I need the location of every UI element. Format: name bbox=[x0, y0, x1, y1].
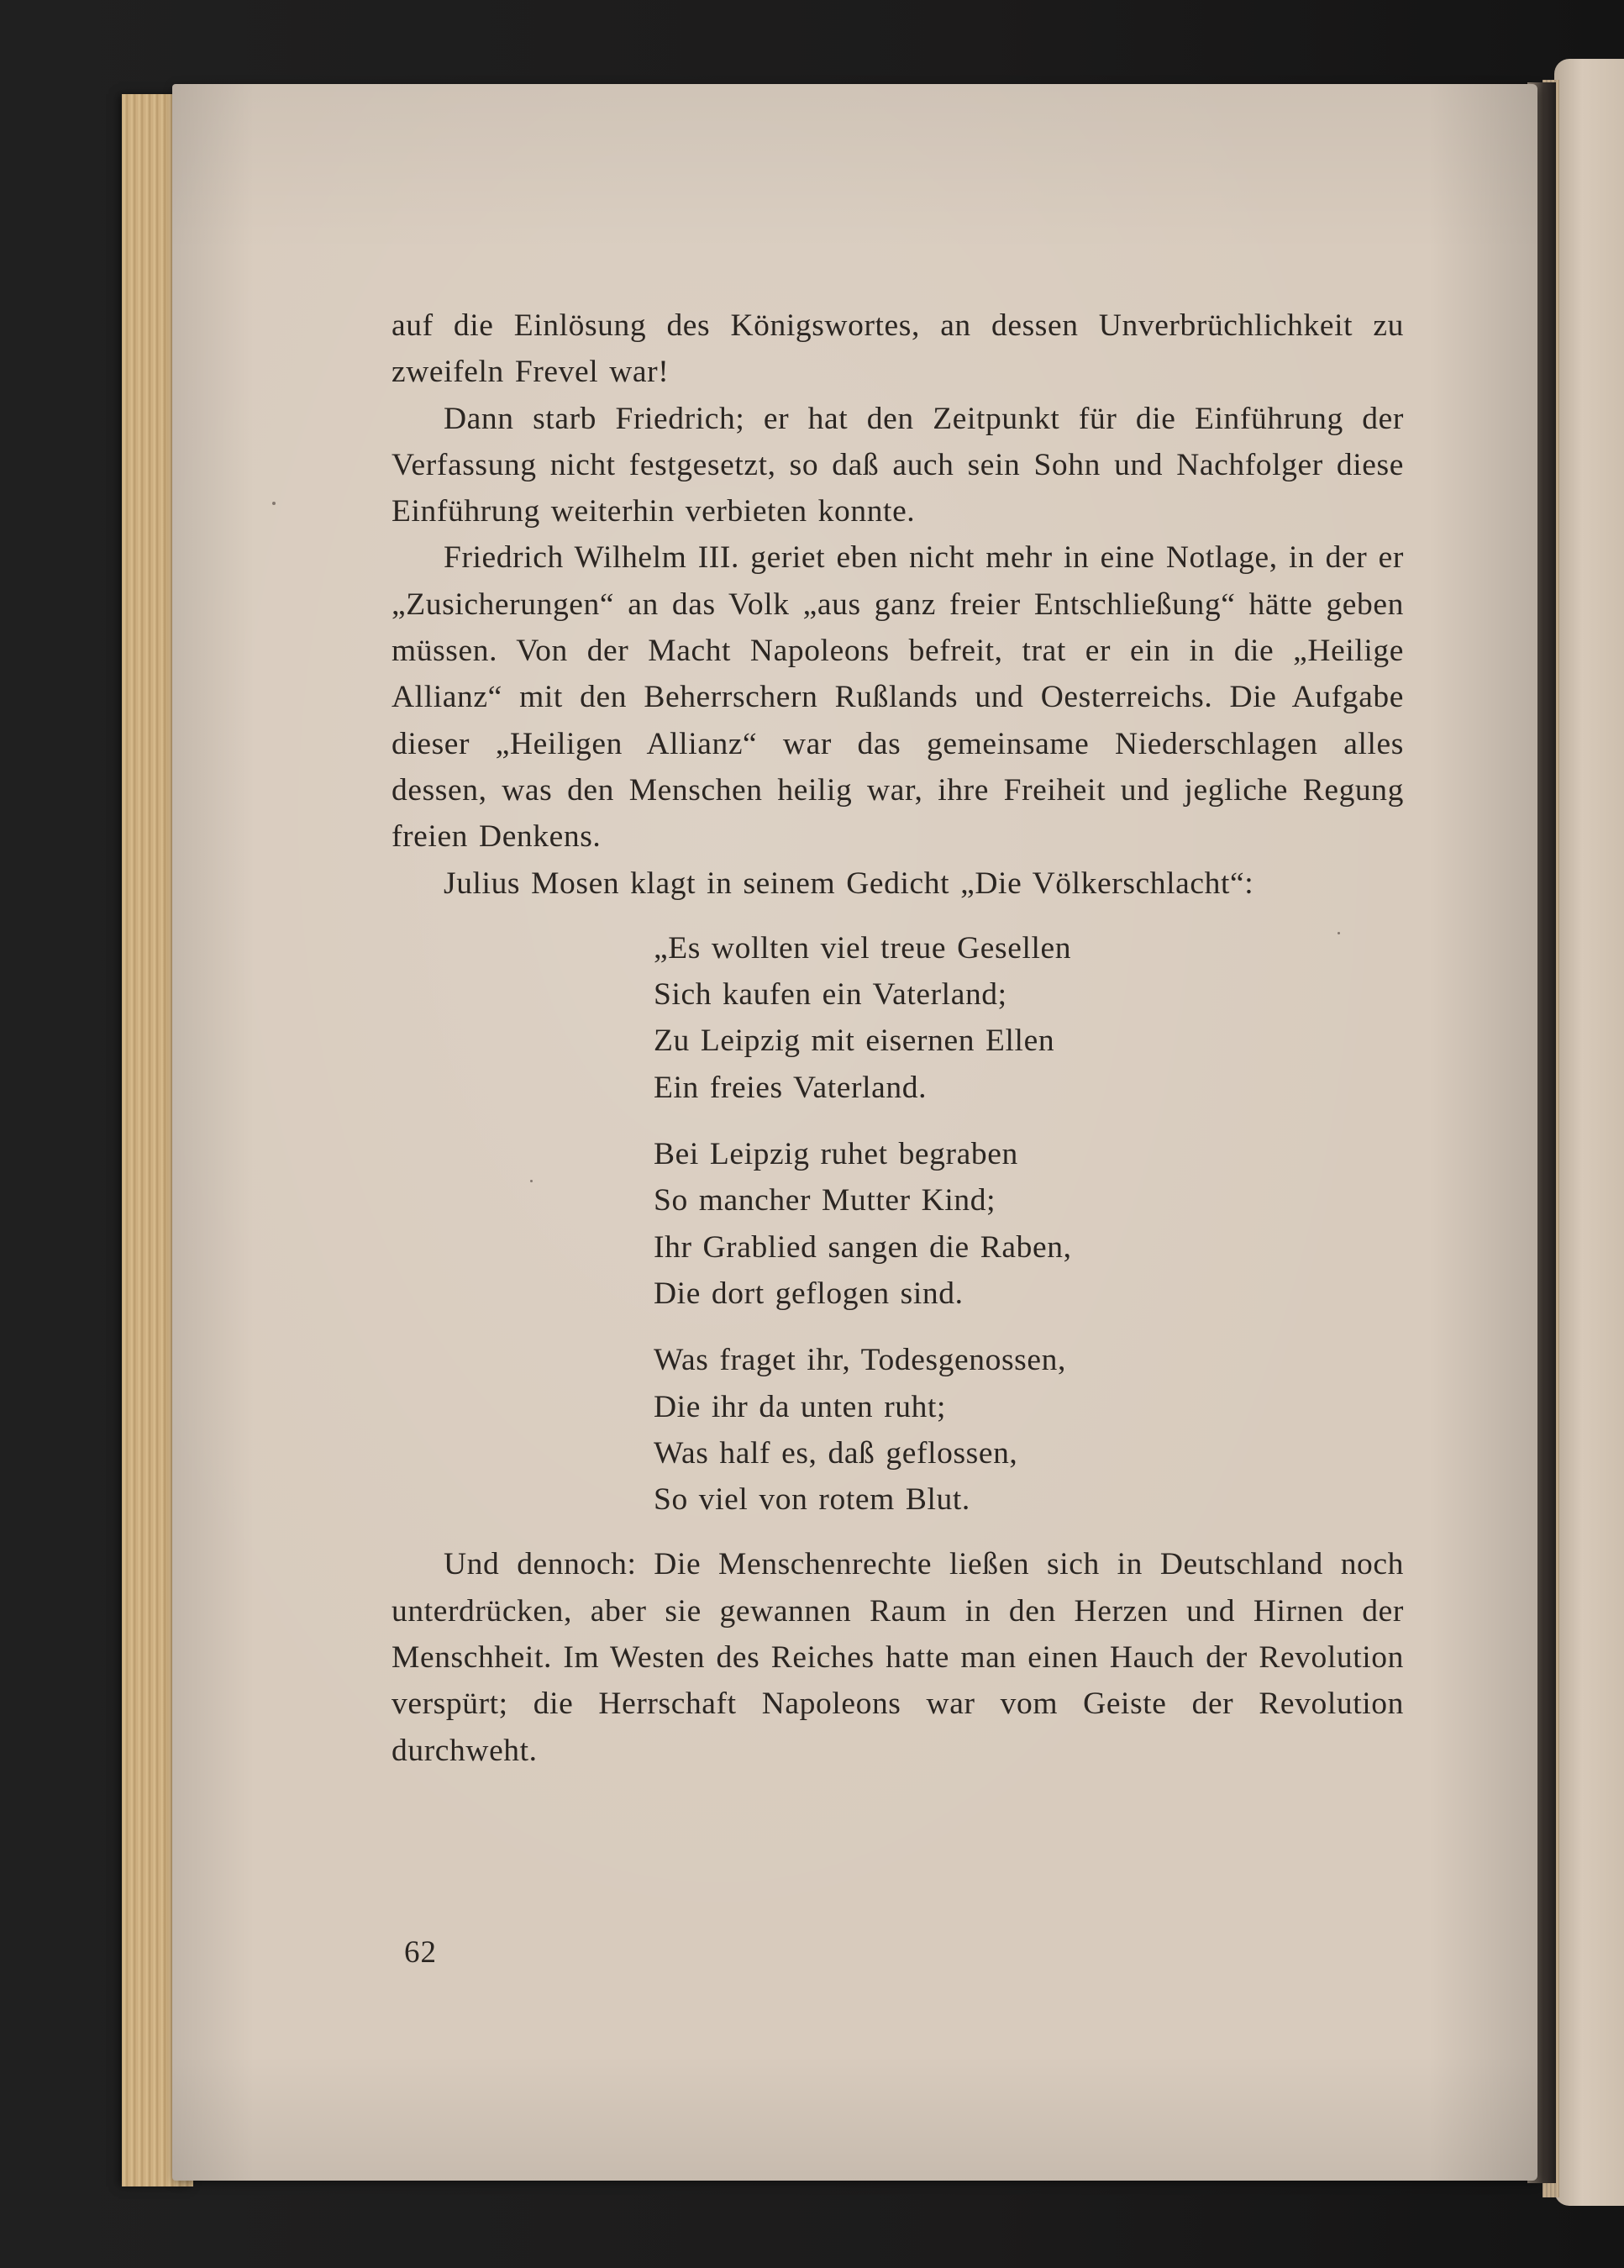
poem-line: Die dort geflogen sind. bbox=[654, 1276, 964, 1311]
poem bbox=[654, 925, 1404, 1523]
poem-stanza-3 bbox=[654, 1337, 1404, 1523]
poem-line: Die ihr da unten ruht; bbox=[654, 1389, 947, 1424]
poem-line: Bei Leipzig ruhet begraben bbox=[654, 1137, 1018, 1172]
paper-speck bbox=[272, 502, 276, 505]
poem-line: Was fraget ihr, Todesgenossen, bbox=[654, 1343, 1066, 1378]
poem-line: Ein freies Vaterland. bbox=[654, 1070, 928, 1105]
page-number: 62 bbox=[404, 1935, 437, 1970]
page-body bbox=[392, 303, 1404, 1774]
poem-line: Zu Leipzig mit eisernen Ellen bbox=[654, 1023, 1055, 1059]
poem-line: So viel von rotem Blut. bbox=[654, 1482, 970, 1518]
quote-intro: Julius Mosen klagt in seinem Gedicht „Die Völkerschlacht“: bbox=[444, 866, 1254, 901]
poem-stanza-1 bbox=[654, 925, 1404, 1111]
closing-paragraph: Und dennoch: Die Menschenrechte ließen sich in Deutschland noch unterdrücken, aber sie gewannen Raum in den Herzen und Hirnen der Menschheit. Im Westen des Reiches hatte man einen Hauch der Revolution verspürt; die Herrschaft Napoleons war vom Geiste der Revolution durchweht. bbox=[392, 1547, 1404, 1768]
poem-stanza-2 bbox=[654, 1131, 1404, 1317]
poem-line: Ihr Grablied sangen die Raben, bbox=[654, 1229, 1072, 1265]
poem-line: So mancher Mutter Kind; bbox=[654, 1183, 996, 1218]
poem-line: „Es wollten viel treue Gesellen bbox=[654, 930, 1072, 966]
poem-line: Was half es, daß geflossen, bbox=[654, 1435, 1018, 1471]
paragraph-1: auf die Einlösung des Königswortes, an dessen Unverbrüchlichkeit zu zweifeln Frevel war! bbox=[392, 308, 1404, 390]
facing-page-edge bbox=[1554, 59, 1624, 2206]
poem-line: Sich kaufen ein Vaterland; bbox=[654, 977, 1007, 1013]
paragraph-3: Friedrich Wilhelm III. geriet eben nicht mehr in eine Notlage, in der er „Zusicherungen“ an das Volk „aus ganz freier Entschließung“ hätte geben müssen. Von der Macht Napoleons befreit, trat er ein in die „Heilige Allianz“ mit den Beherrschern Rußlands und Oesterreichs. Die Aufgabe dieser „Heiligen Allianz“ war das gemeinsame Niederschlagen alles dessen, was den Menschen heilig war, ihre Freiheit und jegliche Regung freien Denkens. bbox=[392, 540, 1404, 855]
paragraph-2: Dann starb Friedrich; er hat den Zeitpunkt für die Einführung der Verfassung nicht festgesetzt, so daß auch sein Sohn und Nachfolger diese Einführung weiterhin verbieten konnte. bbox=[392, 401, 1404, 529]
